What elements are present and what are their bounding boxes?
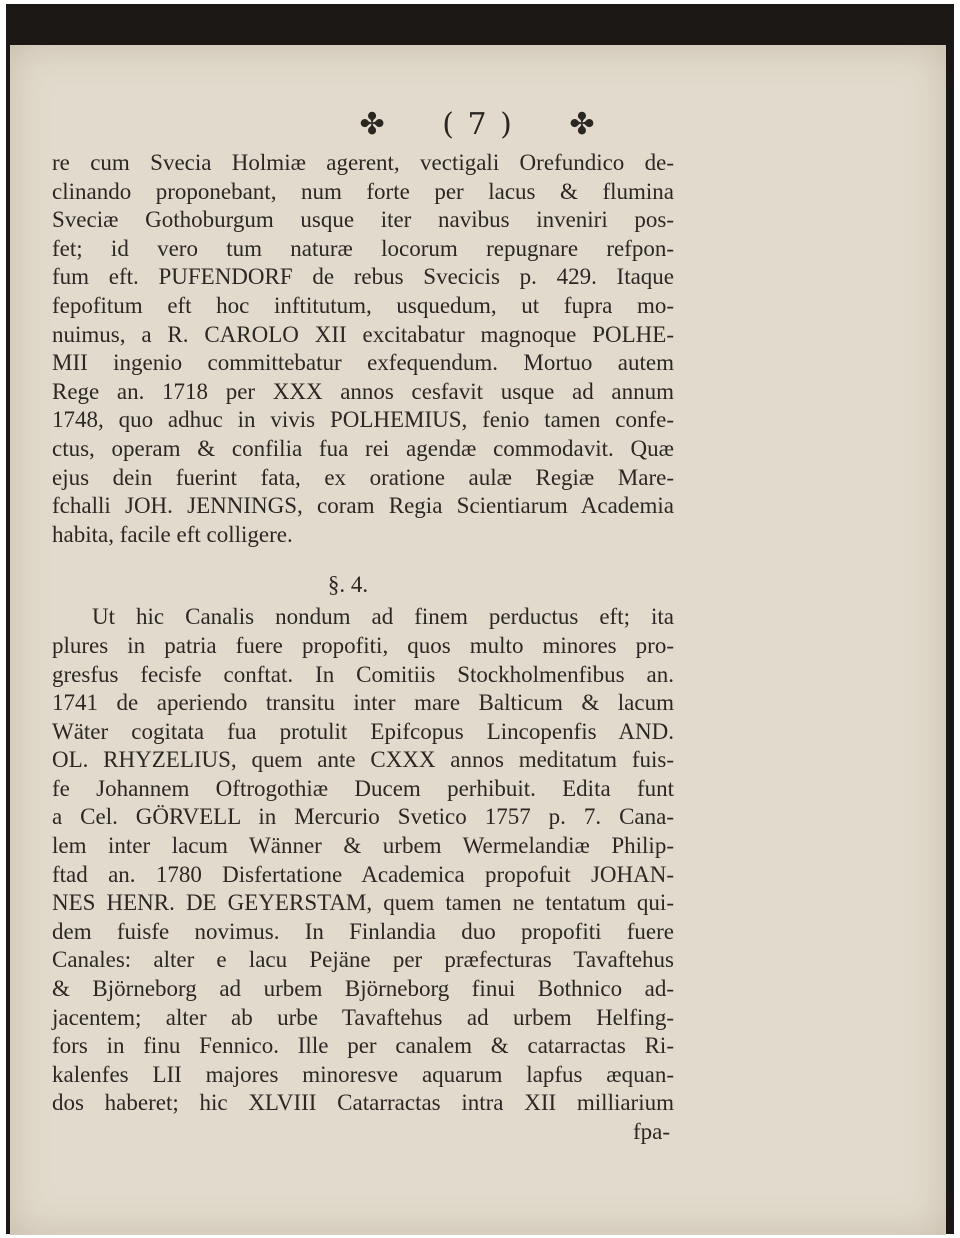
text-line: 1741 de aperiendo transitu inter mare Balticum & lacum: [52, 690, 674, 716]
text-line: nuimus, a R. CAROLO XII excitabatur magnoque POLHE-: [52, 321, 674, 347]
text-line: Ut hic Canalis nondum ad finem perductus eft; ita: [92, 604, 674, 630]
right-ornament-icon: ✤: [569, 107, 597, 142]
text-line: fet; id vero tum naturæ locorum repugnare refpon-: [52, 235, 674, 261]
text-line: fors in finu Fennico. Ille per canalem & catarractas Ri-: [52, 1033, 674, 1059]
text-line: fum eft. PUFENDORF de rebus Svecicis p. 429. Itaque: [52, 264, 674, 290]
text-line: fepofitum eft hoc inftitutum, usquedum, ut fupra mo-: [52, 292, 674, 318]
text-line: ftad an. 1780 Disfertatione Academica propofuit JOHAN-: [52, 861, 674, 887]
book-page: [10, 45, 946, 1235]
text-line: gresfus fecisfe conftat. In Comitiis Stockholmenfibus an.: [52, 661, 674, 687]
text-line: clinando proponebant, num forte per lacus & flumina: [52, 178, 674, 204]
paragraph-1: [52, 149, 674, 549]
text-line: dem fuisfe novimus. In Finlandia duo propofiti fuere: [52, 918, 674, 944]
text-line: Canales: alter e lacu Pejäne per præfecturas Tavaftehus: [52, 947, 674, 973]
text-line: ejus dein fuerint fata, ex oratione aulæ Regiæ Mare-: [52, 464, 674, 490]
text-line: MII ingenio committebatur exfequendum. Mortuo autem: [52, 350, 674, 376]
text-line: habita, facile eft colligere.: [52, 521, 293, 547]
left-ornament-icon: ✤: [359, 107, 387, 142]
text-line: OL. RHYZELIUS, quem ante CXXX annos meditatum fuis-: [52, 747, 674, 773]
text-line: & Björneborg ad urbem Björneborg finui Bothnico ad-: [52, 976, 674, 1002]
text-line: re cum Svecia Holmiæ agerent, vectigali Orefundico de-: [52, 150, 674, 175]
text-line: ctus, operam & confilia fua rei agendæ commodavit. Quæ: [52, 435, 674, 461]
text-line: lem inter lacum Wänner & urbem Wermelandiæ Philip-: [52, 833, 674, 859]
text-line: jacentem; alter ab urbe Tavaftehus ad urbem Helfing-: [52, 1004, 674, 1030]
text-line: fchalli JOH. JENNINGS, coram Regia Scientiarum Academia: [52, 493, 674, 519]
page-header: [10, 107, 946, 142]
text-line: plures in patria fuere propofiti, quos multo minores pro-: [52, 632, 674, 658]
text-line: a Cel. GÖRVELL in Mercurio Svetico 1757 p. 7. Cana-: [52, 804, 674, 830]
text-line: Wäter cogitata fua protulit Epifcopus Lincopenfis AND.: [52, 718, 674, 744]
text-line: 1748, quo adhuc in vivis POLHEMIUS, fenio tamen confe-: [52, 407, 674, 433]
text-line: dos haberet; hic XLVIII Catarractas intra XII milliarium: [52, 1090, 674, 1116]
text-line: Rege an. 1718 per XXX annos cesfavit usque ad annum: [52, 378, 674, 404]
page-text: [52, 149, 674, 1147]
text-line: fe Johannem Oftrogothiæ Ducem perhibuit. Edita funt: [52, 775, 674, 801]
text-line: Sveciæ Gothoburgum usque iter navibus inveniri pos-: [52, 207, 674, 233]
text-line: kalenfes LII majores minoresve aquarum lapfus æquan-: [52, 1061, 674, 1087]
page-number: ( 7 ): [442, 107, 514, 142]
section-heading: §. 4.: [327, 572, 369, 598]
catchword: fpa-: [632, 1119, 670, 1144]
text-line: NES HENR. DE GEYERSTAM, quem tamen ne tentatum qui-: [52, 890, 674, 916]
paragraph-2: [52, 603, 674, 1118]
